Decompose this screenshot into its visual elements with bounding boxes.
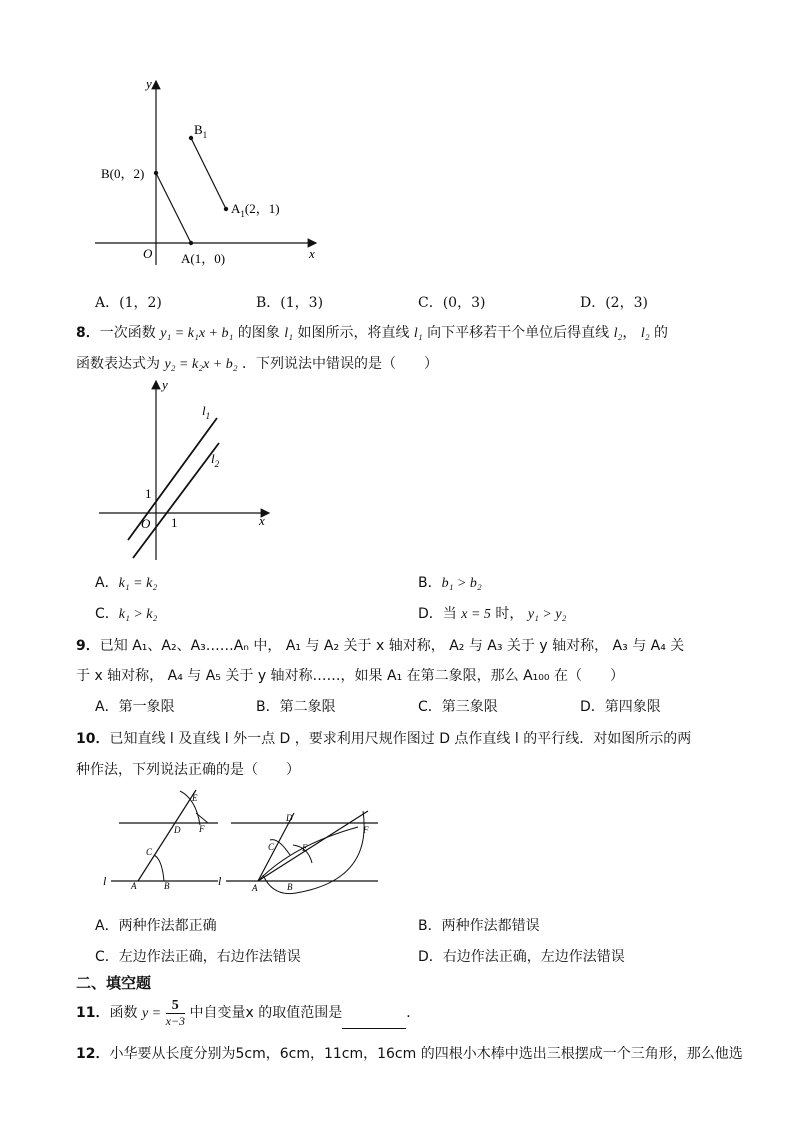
q8-line-2 — [76, 353, 438, 373]
q8-text-1b: 的图象 — [237, 325, 280, 341]
q8-text-2a: 函数表达式为 — [76, 356, 160, 372]
label-b1: $B_1$ — [194, 122, 208, 140]
label-l1: $l_1$ — [202, 403, 211, 421]
q10-line-1: 10．已知直线 l 及直线 l 外一点 D ，要求利用尺规作图过 D 点作直线 l 的平行线．对如图所示的两 — [76, 731, 692, 747]
q12-line: 12．小华要从长度分别为5cm，6cm，11cm，16cm 的四根小木棒中选出三根摆成一个三角形，那么他选 — [76, 1046, 743, 1062]
svg-text:B: B — [287, 882, 293, 892]
q11-line: 11．函数 y = $\frac{5}{x-3}$ 中自变量x 的取值范围是 ． — [76, 997, 421, 1028]
q8-l1: l₁ — [284, 326, 294, 341]
q8-text-1d: 向下平移若干个单位后得直线 — [427, 325, 610, 341]
x-axis-label: x — [309, 246, 315, 261]
svg-text:C: C — [146, 847, 153, 857]
y-axis-label: y — [146, 76, 152, 91]
q9-line-2: 于 x 轴对称， A₄ 与 A₅ 关于 y 轴对称……，如果 A₁ 在第二象限，那么 A₁₀₀ 在（ ） — [76, 668, 624, 684]
origin-label: O — [141, 516, 151, 531]
q8-l2: l₂ — [613, 326, 623, 341]
q9-option-d: D．第四象限 — [580, 699, 661, 715]
q8-option-b: B．b₁ > b₂ — [418, 575, 482, 591]
q8-text-1a: 一次函数 — [99, 325, 156, 341]
svg-text:D: D — [286, 813, 293, 823]
coordinate-figure-q7 — [90, 75, 330, 270]
q8-option-a: A．k₁ = k₂ — [95, 575, 158, 591]
left-construction — [103, 790, 218, 891]
svg-text:C: C — [268, 842, 275, 852]
svg-text:E: E — [192, 793, 198, 803]
svg-text:B: B — [164, 881, 170, 891]
q8-eq1: y₁ = k₁x + b₁ — [160, 326, 234, 341]
svg-text:F: F — [199, 824, 205, 834]
label-l2: $l_2$ — [211, 451, 220, 469]
point-a — [189, 241, 193, 245]
x-axis-label: x — [259, 513, 265, 528]
q8-option-c: C．k₁ > k₂ — [95, 606, 158, 622]
line-graph-figure-q8 — [95, 375, 280, 565]
point-b — [154, 171, 158, 175]
q10-option-a: A．两种作法都正确 — [95, 918, 217, 934]
label-a1: $A_1(2$，1) — [231, 201, 280, 219]
label-b: B(0，2) — [101, 166, 145, 181]
svg-text:D: D — [174, 825, 181, 835]
section-heading: 二、填空题 — [76, 974, 152, 992]
q11-fraction: $\frac{5}{x-3}$ — [165, 997, 185, 1028]
segment-a1b1 — [191, 138, 226, 209]
point-b1 — [189, 136, 193, 140]
q8-l1-b: l₁ — [413, 326, 423, 341]
q8-option-d: D．当 x = 5 时， y₁ > y₂ — [418, 606, 567, 622]
q10-line-2: 种作法，下列说法正确的是（ ） — [76, 762, 300, 778]
svg-text:l: l — [103, 874, 107, 888]
q9-line-1: 9．已知 A₁、A₂、A₃……Aₙ 中， A₁ 与 A₂ 关于 x 轴对称， A₂ 与 A₃ 关于 y 轴对称， A₃ 与 A₄ 关 — [76, 638, 685, 654]
y-tick-1: 1 — [145, 486, 152, 501]
q10-option-b: B．两种作法都错误 — [418, 918, 540, 934]
q10-option-d: D．右边作法正确，左边作法错误 — [418, 949, 625, 965]
q9-option-a: A．第一象限 — [95, 699, 175, 715]
origin-label: O — [143, 246, 153, 261]
q8-text-1f: 的 — [654, 325, 669, 341]
q7-option-d: D．(2，3) — [580, 295, 648, 311]
q10-option-c: C．左边作法正确，右边作法错误 — [95, 949, 301, 965]
svg-text:F: F — [363, 825, 369, 835]
y-axis-label: y — [162, 377, 168, 392]
q8-eq2: y₂ = k₂x + b₂ — [164, 357, 238, 372]
point-a1 — [224, 207, 228, 211]
q8-number: 8． — [76, 325, 100, 341]
svg-text:l: l — [218, 874, 222, 888]
q8-text-1c: 如图所示，将直线 — [297, 325, 410, 341]
svg-text:A: A — [131, 881, 137, 891]
q9-option-c: C．第三象限 — [418, 699, 498, 715]
answer-blank[interactable] — [342, 1014, 406, 1029]
segment-ab — [156, 173, 191, 243]
q8-text-2b: ．下列说法中错误的是（ ） — [242, 356, 439, 372]
q8-text-1e: ， — [622, 325, 637, 341]
q7-option-c: C．(0，3) — [418, 295, 486, 311]
q9-option-b: B．第二象限 — [256, 699, 336, 715]
label-a: A(1，0) — [181, 251, 226, 266]
svg-text:A: A — [252, 883, 258, 893]
right-construction — [218, 811, 378, 894]
x-tick-1: 1 — [171, 515, 178, 530]
construction-figure-q10 — [98, 785, 388, 900]
q8-l2-b: l₂ — [640, 326, 650, 341]
q7-option-b: B．(1，3) — [256, 295, 324, 311]
q8-line-1 — [76, 322, 668, 342]
svg-text:E: E — [302, 843, 308, 853]
q7-option-a: A．(1，2) — [95, 295, 162, 311]
